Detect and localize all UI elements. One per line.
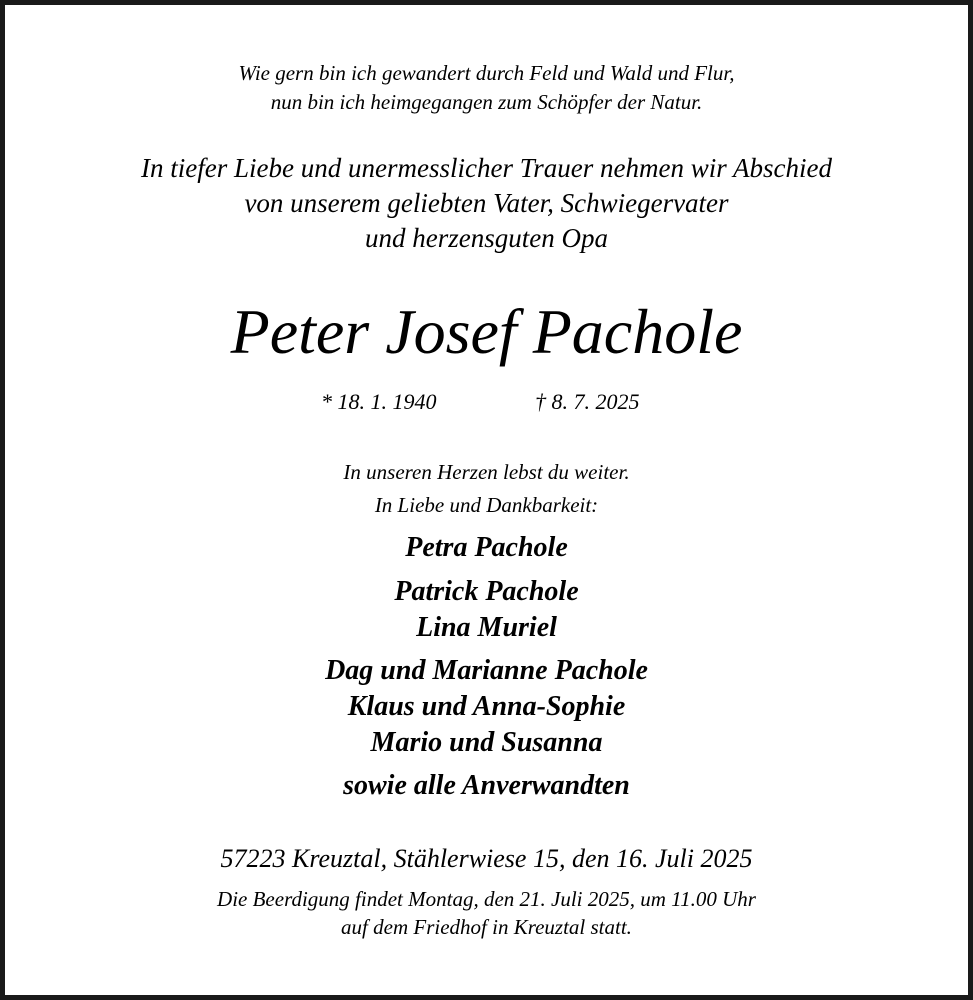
funeral-line-1: Die Beerdigung findet Montag, den 21. Juli 2025, um 11.00 Uhr — [217, 887, 756, 911]
birth-date: * 18. 1. 1940 — [321, 389, 437, 414]
address-date-line: 57223 Kreuztal, Stählerwiese 15, den 16. Juli 2025 — [220, 844, 753, 873]
mourner-name: Patrick Pachole — [394, 576, 579, 607]
mourner-name: Petra Pachole — [405, 532, 568, 563]
mourner-name: Klaus und Anna-Sophie — [347, 691, 626, 722]
mourner-name: Lina Muriel — [416, 612, 557, 643]
poem-line-1: Wie gern bin ich gewandert durch Feld und Wald und Flur, — [238, 61, 735, 85]
funeral-line-2: auf dem Friedhof in Kreuztal statt. — [341, 915, 632, 939]
death-date: † 8. 7. 2025 — [535, 389, 640, 414]
mourner-name: Dag und Marianne Pachole — [325, 655, 648, 686]
mourner-name: Mario und Susanna — [370, 727, 603, 758]
poem-line-2: nun bin ich heimgegangen zum Schöpfer der Natur. — [270, 90, 703, 114]
intro-line-1: In tiefer Liebe und unermesslicher Trauer nehmen wir Abschied — [141, 153, 832, 183]
intro-line-3: und herzensguten Opa — [365, 223, 608, 253]
intro-line-2: von unserem geliebten Vater, Schwiegervater — [244, 188, 729, 218]
closing-line-1: In unseren Herzen lebst du weiter. — [343, 460, 630, 484]
mourner-relatives: sowie alle Anverwandten — [343, 770, 630, 801]
closing-line-2: In Liebe und Dankbarkeit: — [374, 493, 599, 517]
deceased-name: Peter Josef Pachole — [230, 296, 743, 367]
